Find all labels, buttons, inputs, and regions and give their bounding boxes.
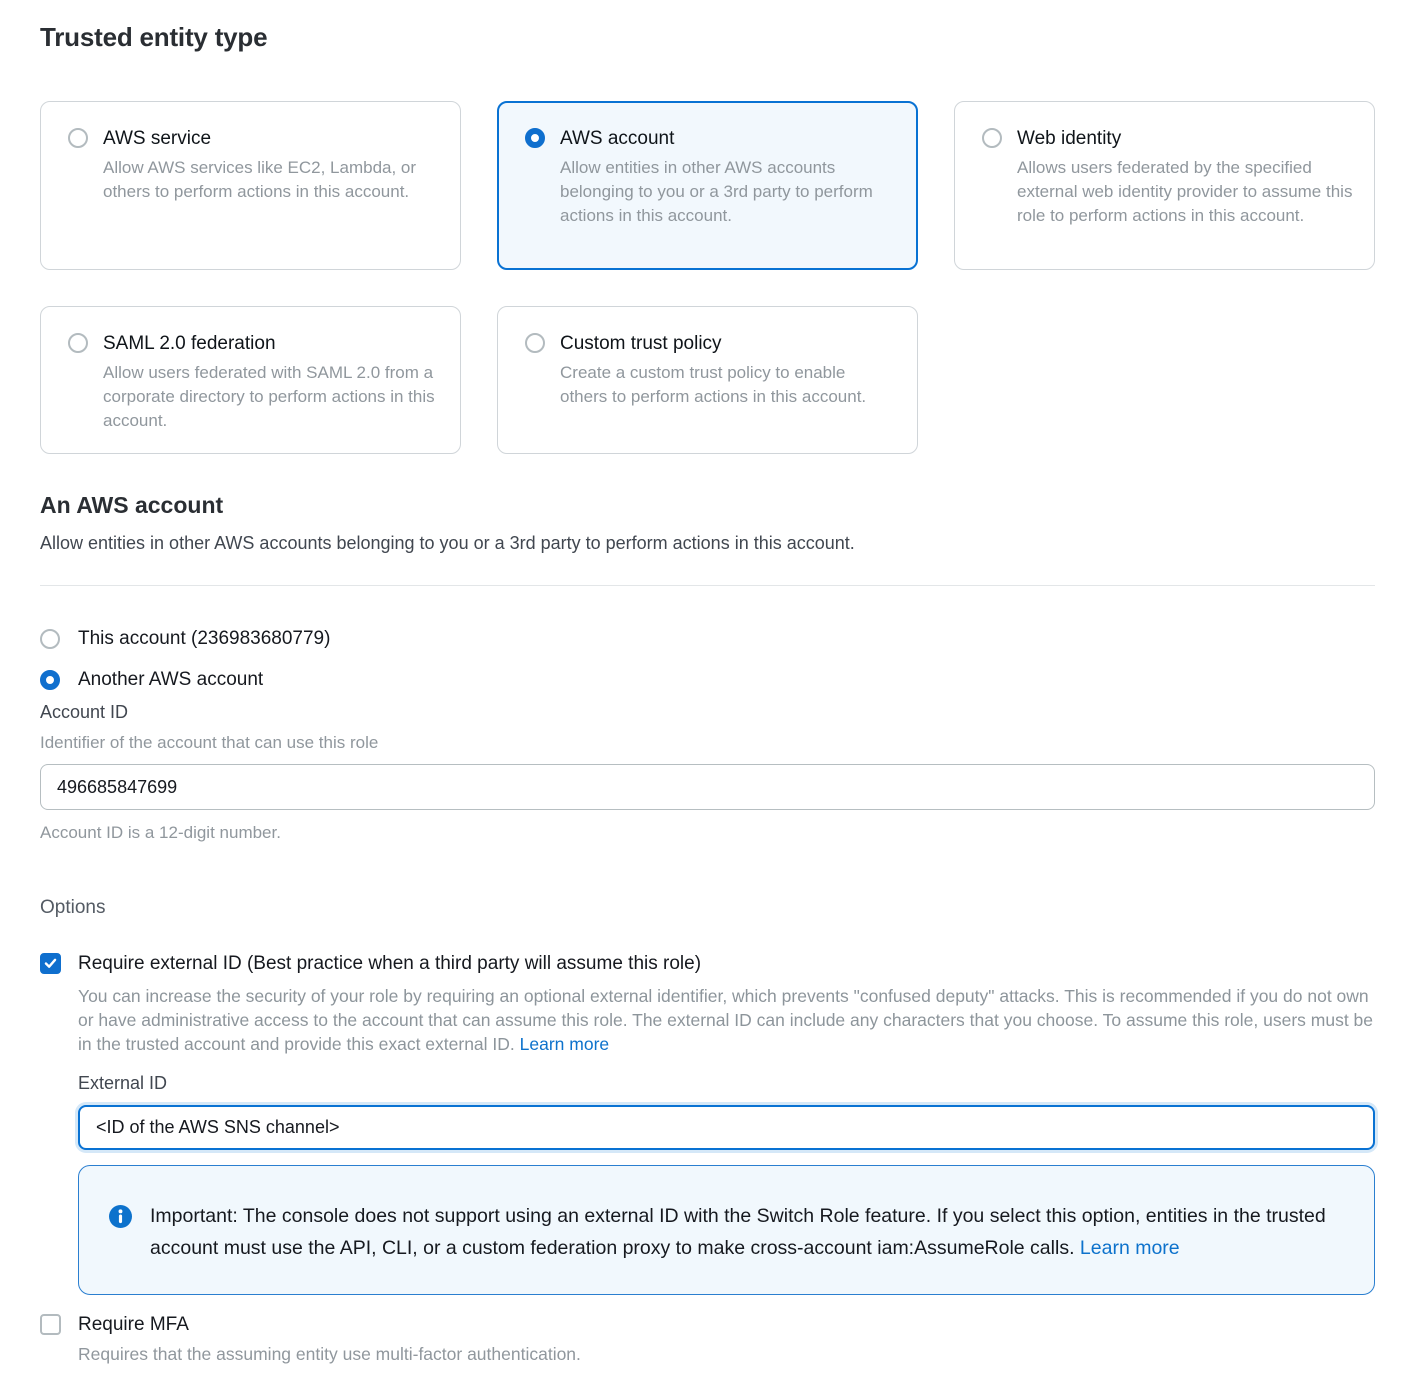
another-account-radio-icon[interactable] [40,670,60,690]
options-heading: Options [40,897,106,918]
card-title: Custom trust policy [560,333,722,354]
require-mfa-option[interactable] [40,1313,1375,1337]
aws-account-radio-icon[interactable] [525,128,545,148]
require-external-id-option[interactable] [40,952,1375,976]
another-account-radio-option[interactable] [40,669,1375,691]
card-aws-service[interactable] [40,101,461,270]
require-external-id-label: Require external ID (Best practice when a third party will assume this role) [78,953,702,974]
external-id-info-alert [78,1165,1375,1295]
learn-more-link[interactable]: Learn more [519,1034,610,1054]
require-mfa-description: Requires that the assuming entity use multi-factor authentication. [78,1344,581,1364]
card-web-identity[interactable] [954,101,1375,270]
entity-type-card-group [40,101,1375,454]
account-id-input[interactable] [40,764,1375,810]
this-account-radio-icon[interactable] [40,629,60,649]
account-id-hint: Identifier of the account that can use this role [40,733,379,752]
card-description: Allow entities in other AWS accounts belonging to you or a 3rd party to perform actions in this account. [560,158,873,225]
card-description: Create a custom trust policy to enable others to perform actions in this account. [560,363,867,406]
account-id-label: Account ID [40,702,129,722]
checkmark-icon [44,958,57,969]
web-identity-radio-icon[interactable] [982,128,1002,148]
section-divider [40,585,1375,586]
aws-service-radio-icon[interactable] [68,128,88,148]
card-description: Allows users federated by the specified external web identity provider to assume this role to perform actions in this account. [1017,158,1353,225]
card-custom-trust-policy[interactable] [497,306,918,454]
require-mfa-checkbox[interactable] [40,1314,61,1335]
card-saml-federation[interactable] [40,306,461,454]
card-description: Allow users federated with SAML 2.0 from a corporate directory to perform actions in this account. [103,363,435,430]
aws-account-section-description: Allow entities in other AWS accounts belonging to you or a 3rd party to perform actions in this account. [40,533,855,553]
info-icon [109,1205,132,1233]
account-id-constraint: Account ID is a 12-digit number. [40,823,281,842]
card-description: Allow AWS services like EC2, Lambda, or others to perform actions in this account. [103,158,417,201]
external-id-label: External ID [78,1073,168,1093]
page-title: Trusted entity type [40,22,268,52]
saml-radio-icon[interactable] [68,333,88,353]
this-account-label: This account (236983680779) [78,628,331,649]
card-title: Web identity [1017,128,1122,149]
card-aws-account[interactable] [497,101,918,270]
this-account-radio-option[interactable] [40,628,1375,650]
another-account-label: Another AWS account [78,669,264,690]
alert-text: Important: The console does not support using an external ID with the Switch Role feature. If you select this option, entities in the trusted account must use the API, CLI, or a custom federation proxy to make cross-account iam:AssumeRole calls. Learn more [150,1205,1326,1259]
external-id-input[interactable] [78,1105,1375,1150]
aws-account-section-heading: An AWS account [40,492,224,518]
require-external-id-description: You can increase the security of your role by requiring an optional external identifier, which prevents "confused deputy" attacks. This is recommended if you do not own or have administrative access to the account that can assume this role. The external ID can include any characters that you choose. To assume this role, users must be in the trusted account and provide this exact external ID. Learn more [78,986,1374,1054]
card-title: AWS service [103,128,212,149]
card-title: SAML 2.0 federation [103,333,276,354]
alert-learn-more-link[interactable]: Learn more [1079,1237,1180,1259]
require-mfa-label: Require MFA [78,1314,189,1335]
custom-trust-policy-radio-icon[interactable] [525,333,545,353]
card-title: AWS account [560,128,675,149]
require-external-id-checkbox[interactable] [40,953,61,974]
